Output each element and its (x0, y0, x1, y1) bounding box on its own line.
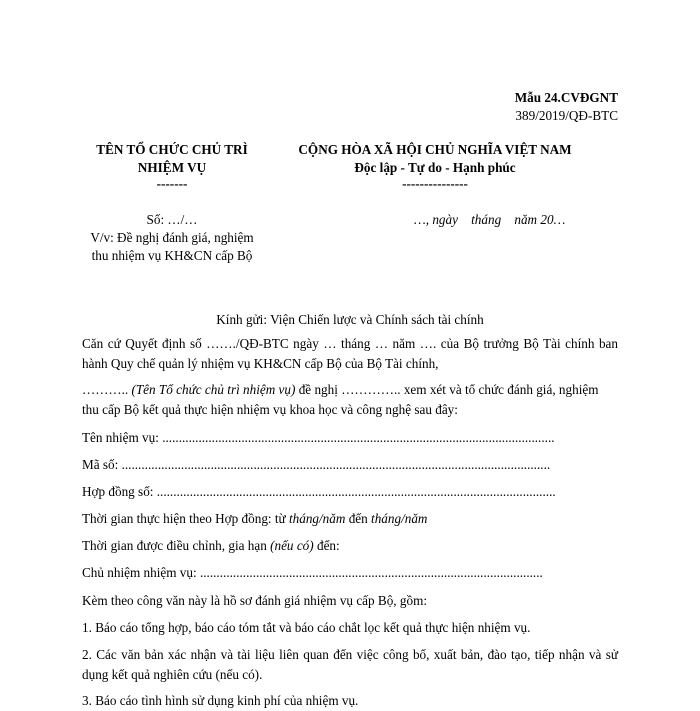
legal-basis-paragraph: Căn cứ Quyết định số ……./QĐ-BTC ngày … tháng … năm …. của Bộ trưởng Bộ Tài chính ban hành Quy chế quản lý nhiệm vụ KH&CN cấp Bộ của Bộ Tài chính, (82, 336, 618, 371)
contract-duration (82, 509, 618, 529)
contract-field: Hợp đồng số: ......................................................................................................................... (82, 484, 556, 499)
decision-reference: 389/2019/QĐ-BTC (515, 108, 618, 123)
adjusted-duration (82, 536, 618, 556)
duration-mid: đến (348, 511, 368, 526)
duration-prefix: Thời gian thực hiện theo Hợp đồng: từ (82, 511, 286, 526)
request-suffix: đề nghị ………….. xem xét và tổ chức đánh giá, nghiệm thu cấp Bộ kết quả thực hiện nhiệm vụ khoa học và công nghệ sau đây: (82, 382, 599, 417)
left-divider: ------- (156, 176, 188, 191)
subject-line2: thu nhiệm vụ KH&CN cấp Bộ (91, 248, 253, 263)
date-line: …, ngày tháng năm 20… (414, 212, 566, 227)
code-field: Mã số: .................................................................................................................................. (82, 457, 551, 472)
duration-from: tháng/năm (288, 511, 346, 526)
duration-to: tháng/năm (371, 511, 428, 526)
adjusted-note: (nếu có) (270, 538, 314, 553)
manager-field: Chủ nhiệm nhiệm vụ: ........................................................................................................ (82, 565, 543, 580)
organization-name-line1: TÊN TỔ CHỨC CHỦ TRÌ (96, 142, 248, 157)
adjusted-prefix: Thời gian được điều chỉnh, gia hạn (82, 538, 267, 553)
recipient-line: Kính gửi: Viện Chiến lược và Chính sách tài chính (216, 312, 484, 327)
request-paragraph (82, 380, 618, 420)
right-divider: --------------- (402, 176, 468, 191)
request-prefix: ……….. (82, 382, 129, 397)
form-code: Mẫu 24.CVĐGNT (514, 90, 618, 105)
attachment-item-2: 2. Các văn bản xác nhận và tài liệu liên quan đến việc công bố, xuất bản, đào tạo, tiếp nhận và sử dụng kết quả nghiên cứu (nếu có). (82, 647, 618, 682)
document-number: Số: …/… (146, 212, 198, 227)
attachment-item-3: 3. Báo cáo tình hình sử dụng kinh phí của nhiệm vụ. (82, 693, 359, 708)
attachment-item-1: 1. Báo cáo tổng hợp, báo cáo tóm tắt và báo cáo chắt lọc kết quả thực hiện nhiệm vụ. (82, 620, 531, 635)
subject-line1: V/v: Đề nghị đánh giá, nghiệm (90, 230, 254, 245)
task-name-field: Tên nhiệm vụ: ....................................................................................................................... (82, 430, 555, 445)
nation-title: CỘNG HÒA XÃ HỘI CHỦ NGHĨA VIỆT NAM (298, 142, 572, 157)
attachment-intro: Kèm theo công văn này là hồ sơ đánh giá nhiệm vụ cấp Bộ, gồm: (82, 593, 428, 608)
adjusted-suffix: đến: (316, 538, 340, 553)
organization-name-line2: NHIỆM VỤ (137, 160, 207, 175)
national-motto: Độc lập - Tự do - Hạnh phúc (354, 160, 516, 175)
request-organization: (Tên Tổ chức chủ trì nhiệm vụ) (131, 382, 296, 397)
